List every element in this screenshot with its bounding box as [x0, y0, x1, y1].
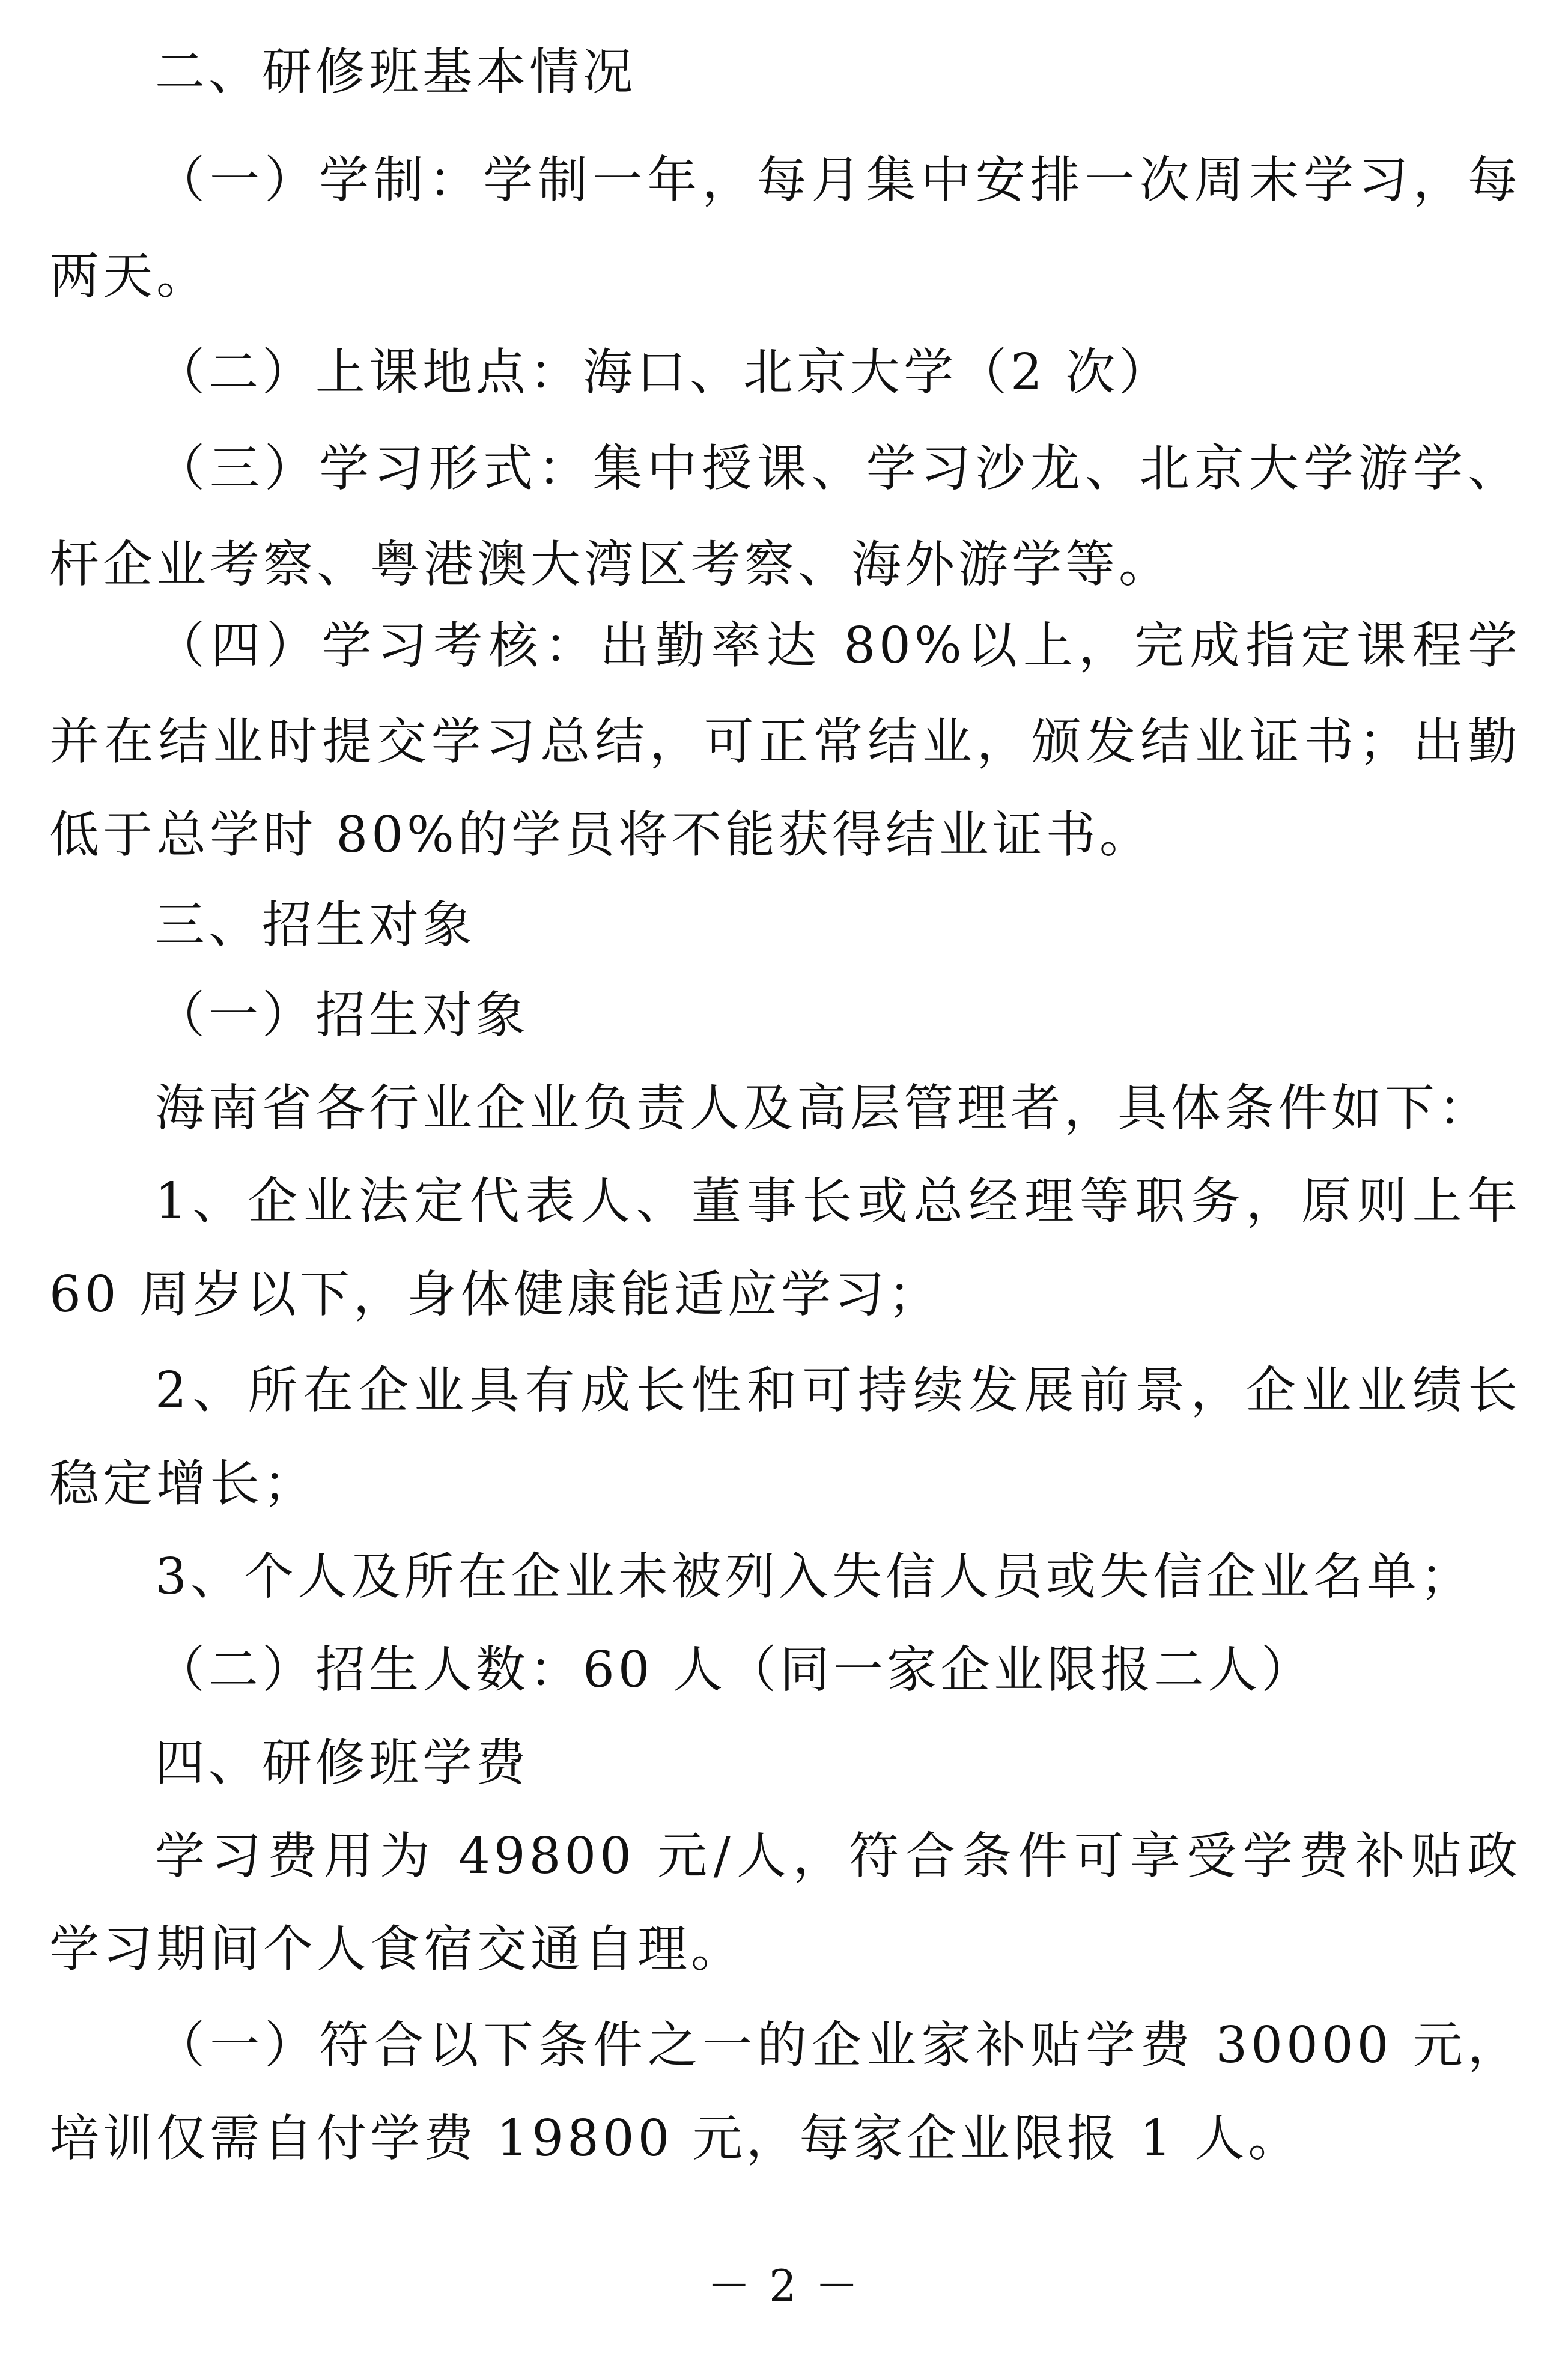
paragraph-line: 培训仅需自付学费 19800 元，每家企业限报 1 人。 [49, 2109, 1302, 2167]
paragraph-line: （一）符合以下条件之一的企业家补贴学费 30000 元， [155, 2016, 1521, 2074]
paragraph-line: 学习期间个人食宿交通自理。 [49, 1920, 744, 1978]
paragraph-line: 杆企业考察、粤港澳大湾区考察、海外游学等。 [49, 535, 1172, 594]
paragraph-line: （一）学制：学制一年，每月集中安排一次周末学习，每 [155, 151, 1521, 209]
paragraph-line: 海南省各行业企业负责人及高层管理者，具体条件如下： [155, 1079, 1492, 1137]
subsection-heading: （一）招生对象 [155, 986, 529, 1044]
paragraph-line: 60 周岁以下，身体健康能适应学习； [49, 1265, 941, 1323]
list-item: 3、个人及所在企业未被列入失信人员或失信企业名单； [155, 1547, 1474, 1606]
page-number: － 2 － [707, 2260, 861, 2311]
section-heading-tuition: 四、研修班学费 [155, 1734, 529, 1792]
paragraph-line: 低于总学时 80%的学员将不能获得结业证书。 [49, 806, 1153, 864]
paragraph-line: 并在结业时提交学习总结，可正常结业，颁发结业证书；出勤 [49, 712, 1521, 771]
paragraph-line: （二）招生人数：60 人（同一家企业限报二人） [155, 1641, 1314, 1699]
section-heading-basic-info: 二、研修班基本情况 [155, 43, 636, 101]
paragraph-line: （三）学习形式：集中授课、学习沙龙、北京大学游学、 [155, 439, 1521, 497]
section-heading-enrollment: 三、招生对象 [155, 896, 476, 954]
paragraph-line: 两天。 [49, 247, 210, 305]
paragraph-line: 学习费用为 49800 元/人，符合条件可享受学费补贴政 [155, 1827, 1521, 1885]
list-item: 2、所在企业具有成长性和可持续发展前景，企业业绩长 [155, 1361, 1521, 1419]
list-item: 1、企业法定代表人、董事长或总经理等职务，原则上年 [155, 1172, 1521, 1230]
paragraph-line: （二）上课地点：海口、北京大学（2 次） [155, 343, 1173, 401]
paragraph-line: 稳定增长； [49, 1454, 317, 1513]
paragraph-line: （四）学习考核：出勤率达 80%以上，完成指定课程学 [155, 616, 1521, 675]
